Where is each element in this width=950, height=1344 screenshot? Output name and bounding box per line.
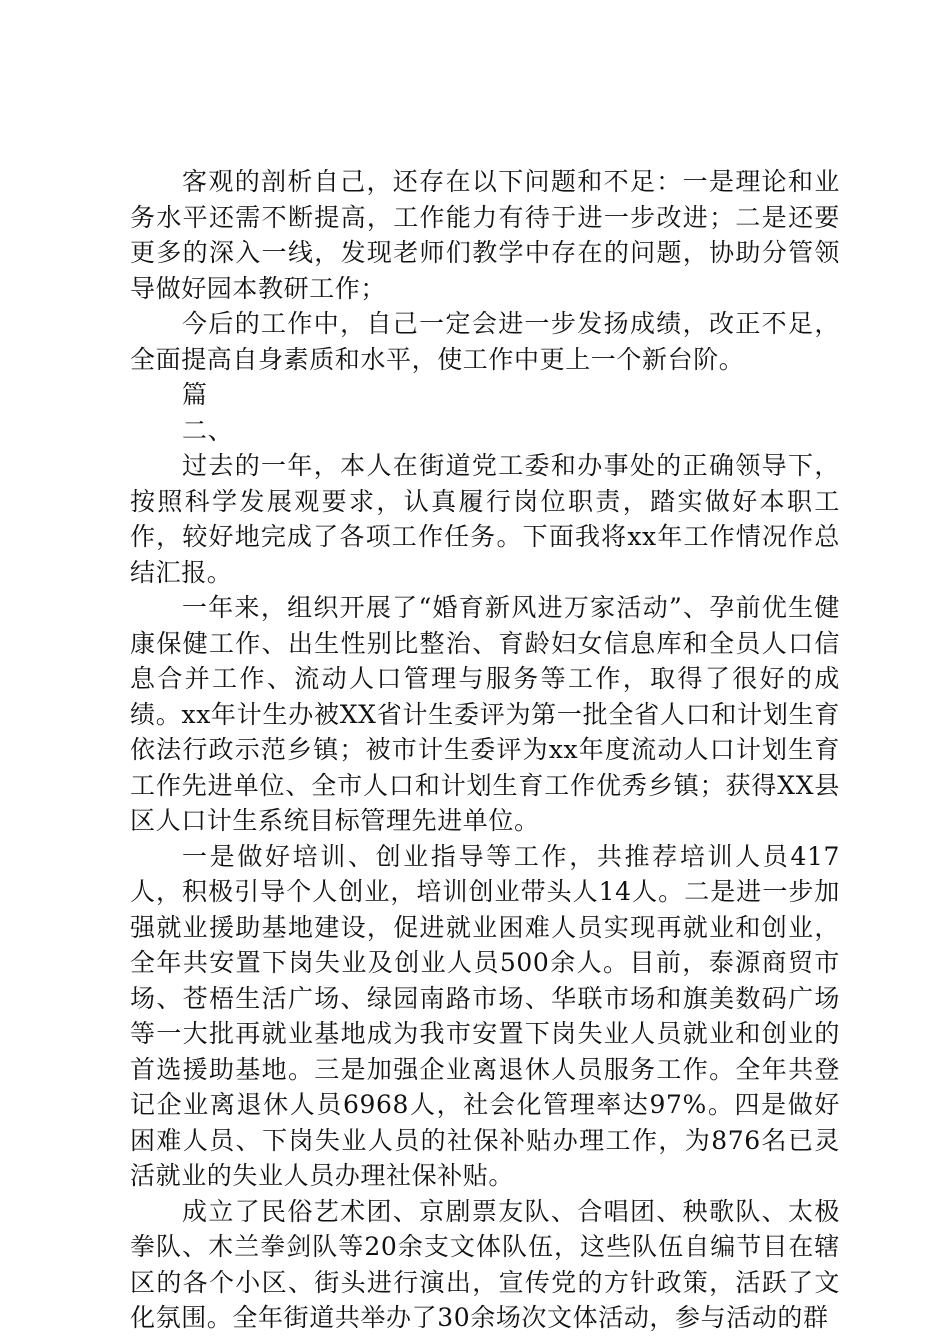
paragraph-family-planning: 一年来，组织开展了“婚育新风进万家活动”、孕前优生健康保健工作、出生性别比整治、育龄妇女信息库和全员人口信息合并工作、流动人口管理与服务等工作，取得了很好的成绩。xx年计生办被XX省计生委评为第一批全省人口和计划生育依法行政示范乡镇；被市计生委评为xx年度流动人口计划生育工作先进单位、全市人口和计划生育工作优秀乡镇；获得XX县区人口计生系统目标管理先进单位。 xyxy=(130,593,840,835)
document-body xyxy=(130,164,840,1336)
paragraph-employment: 一是做好培训、创业指导等工作，共推荐培训人员417人，积极引导个人创业，培训创业带头人14人。二是进一步加强就业援助基地建设，促进就业困难人员实现再就业和创业，全年共安置下岗失业及创业人员500余人。目前，泰源商贸市场、苍梧生活广场、绿园南路市场、华联市场和旗美数码广场等一大批再就业基地成为我市安置下岗失业人员就业和创业的首选援助基地。三是加强企业离退休人员服务工作。全年共登记企业离退休人员6968人，社会化管理率达97%。四是做好困难人员、下岗失业人员的社保补贴办理工作，为876名已灵活就业的失业人员办理社保补贴。 xyxy=(130,841,840,1190)
paragraph-future-work: 今后的工作中，自己一定会进一步发扬成绩，改正不足，全面提高自身素质和水平，使工作中更上一个新台阶。 xyxy=(130,309,840,374)
section-marker: 篇 xyxy=(182,380,208,409)
paragraph-culture: 成立了民俗艺术团、京剧票友队、合唱团、秧歌队、太极拳队、木兰拳剑队等20余支文体队伍，这些队伍自编节目在辖区的各个小区、街头进行演出，宣传党的方针政策，活跃了文化氛围。全年街道共举办了30余场次文体活动，参与活动的群 xyxy=(130,1196,840,1332)
paragraph-past-year: 过去的一年，本人在街道党工委和办事处的正确领导下，按照科学发展观要求，认真履行岗位职责，踏实做好本职工作，较好地完成了各项工作任务。下面我将xx年工作情况作总结汇报。 xyxy=(130,451,840,587)
paragraph-self-analysis: 客观的剖析自己，还存在以下问题和不足：一是理论和业务水平还需不断提高，工作能力有待于进一步改进；二是还要更多的深入一线，发现老师们教学中存在的问题，协助分管领导做好园本教研工作； xyxy=(130,167,840,303)
section-number: 二、 xyxy=(182,415,234,445)
